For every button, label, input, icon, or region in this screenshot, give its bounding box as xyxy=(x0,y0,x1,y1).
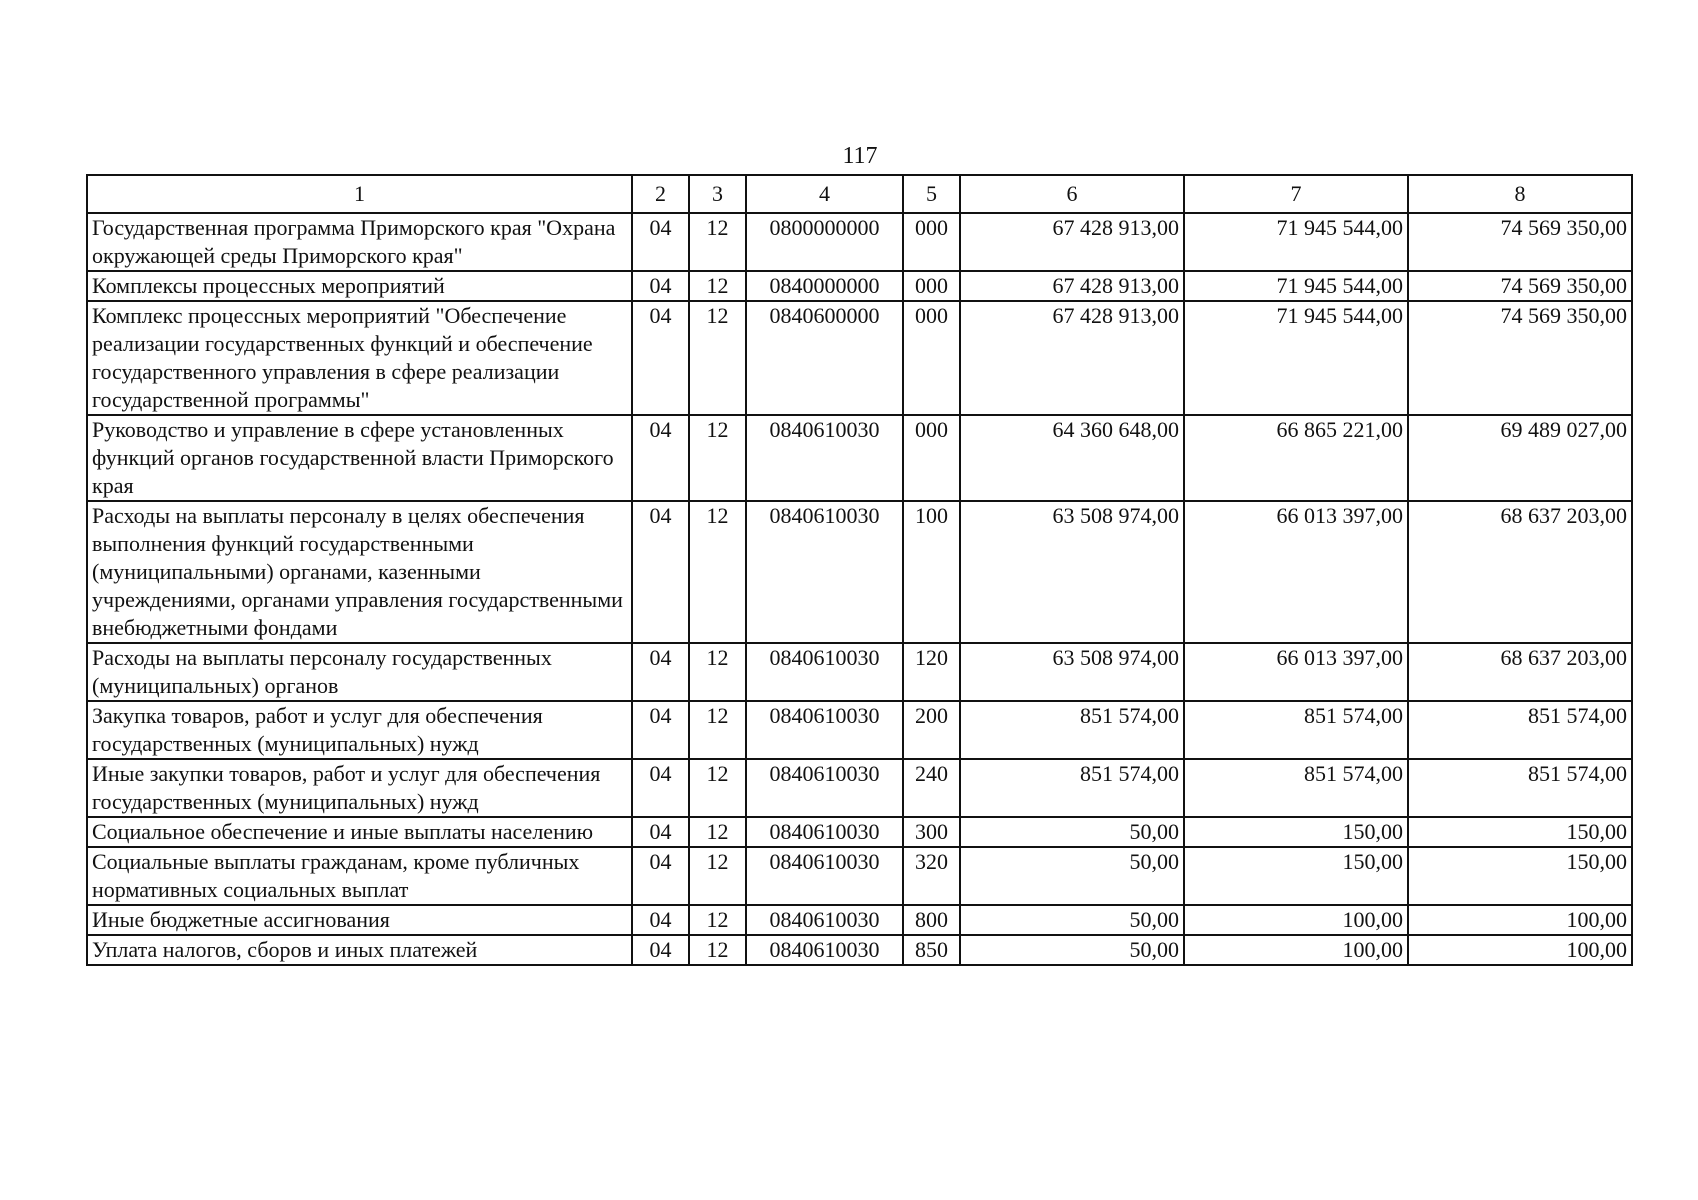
target-article-code: 0840610030 xyxy=(746,501,903,643)
row-name: Иные бюджетные ассигнования xyxy=(87,905,632,935)
page-number: 117 xyxy=(842,143,878,169)
table-row xyxy=(87,213,1632,271)
section-code: 04 xyxy=(632,415,689,501)
subsection-code: 12 xyxy=(689,759,746,817)
row-name: Руководство и управление в сфере установленных функций органов государственной власти Приморского края xyxy=(87,415,632,501)
subsection-code: 12 xyxy=(689,501,746,643)
amount-col6: 67 428 913,00 xyxy=(960,301,1184,415)
target-article-code: 0840610030 xyxy=(746,935,903,965)
subsection-code: 12 xyxy=(689,271,746,301)
column-header: 8 xyxy=(1408,175,1632,213)
expense-type-code: 200 xyxy=(903,701,960,759)
table-row xyxy=(87,759,1632,817)
expense-type-code: 850 xyxy=(903,935,960,965)
table-row xyxy=(87,501,1632,643)
target-article-code: 0840610030 xyxy=(746,415,903,501)
amount-col8: 100,00 xyxy=(1408,905,1632,935)
row-name: Государственная программа Приморского края "Охрана окружающей среды Приморского края" xyxy=(87,213,632,271)
amount-col7: 66 013 397,00 xyxy=(1184,501,1408,643)
column-header: 3 xyxy=(689,175,746,213)
subsection-code: 12 xyxy=(689,701,746,759)
section-code: 04 xyxy=(632,213,689,271)
section-code: 04 xyxy=(632,501,689,643)
amount-col7: 150,00 xyxy=(1184,817,1408,847)
amount-col6: 50,00 xyxy=(960,847,1184,905)
section-code: 04 xyxy=(632,905,689,935)
section-code: 04 xyxy=(632,701,689,759)
subsection-code: 12 xyxy=(689,905,746,935)
subsection-code: 12 xyxy=(689,301,746,415)
amount-col7: 71 945 544,00 xyxy=(1184,213,1408,271)
subsection-code: 12 xyxy=(689,213,746,271)
column-header: 7 xyxy=(1184,175,1408,213)
amount-col7: 851 574,00 xyxy=(1184,759,1408,817)
row-name: Комплексы процессных мероприятий xyxy=(87,271,632,301)
row-name: Закупка товаров, работ и услуг для обеспечения государственных (муниципальных) нужд xyxy=(87,701,632,759)
column-header: 5 xyxy=(903,175,960,213)
column-header: 6 xyxy=(960,175,1184,213)
budget-table xyxy=(86,174,1633,966)
target-article-code: 0840600000 xyxy=(746,301,903,415)
column-header: 1 xyxy=(87,175,632,213)
target-article-code: 0840610030 xyxy=(746,759,903,817)
section-code: 04 xyxy=(632,301,689,415)
target-article-code: 0840610030 xyxy=(746,701,903,759)
amount-col6: 50,00 xyxy=(960,905,1184,935)
amount-col7: 71 945 544,00 xyxy=(1184,271,1408,301)
subsection-code: 12 xyxy=(689,415,746,501)
table-row xyxy=(87,905,1632,935)
target-article-code: 0800000000 xyxy=(746,213,903,271)
amount-col6: 64 360 648,00 xyxy=(960,415,1184,501)
amount-col8: 69 489 027,00 xyxy=(1408,415,1632,501)
table-row xyxy=(87,847,1632,905)
section-code: 04 xyxy=(632,935,689,965)
amount-col7: 100,00 xyxy=(1184,935,1408,965)
row-name: Расходы на выплаты персоналу в целях обеспечения выполнения функций государственными (муниципальными) органами, казенными учреждениями, органами управления государственными внебюджетными фондами xyxy=(87,501,632,643)
table-row xyxy=(87,701,1632,759)
section-code: 04 xyxy=(632,643,689,701)
amount-col8: 74 569 350,00 xyxy=(1408,271,1632,301)
expense-type-code: 120 xyxy=(903,643,960,701)
amount-col8: 68 637 203,00 xyxy=(1408,501,1632,643)
section-code: 04 xyxy=(632,759,689,817)
expense-type-code: 100 xyxy=(903,501,960,643)
expense-type-code: 000 xyxy=(903,213,960,271)
table-row xyxy=(87,643,1632,701)
subsection-code: 12 xyxy=(689,643,746,701)
column-header: 4 xyxy=(746,175,903,213)
amount-col6: 67 428 913,00 xyxy=(960,213,1184,271)
expense-type-code: 300 xyxy=(903,817,960,847)
table-row xyxy=(87,935,1632,965)
target-article-code: 0840610030 xyxy=(746,905,903,935)
table-row xyxy=(87,415,1632,501)
target-article-code: 0840610030 xyxy=(746,817,903,847)
amount-col7: 150,00 xyxy=(1184,847,1408,905)
subsection-code: 12 xyxy=(689,817,746,847)
subsection-code: 12 xyxy=(689,935,746,965)
row-name: Иные закупки товаров, работ и услуг для обеспечения государственных (муниципальных) нужд xyxy=(87,759,632,817)
amount-col8: 74 569 350,00 xyxy=(1408,301,1632,415)
amount-col6: 67 428 913,00 xyxy=(960,271,1184,301)
expense-type-code: 000 xyxy=(903,415,960,501)
column-header: 2 xyxy=(632,175,689,213)
target-article-code: 0840610030 xyxy=(746,643,903,701)
header-row xyxy=(87,175,1632,213)
amount-col7: 66 865 221,00 xyxy=(1184,415,1408,501)
row-name: Социальное обеспечение и иные выплаты населению xyxy=(87,817,632,847)
amount-col6: 50,00 xyxy=(960,817,1184,847)
amount-col6: 63 508 974,00 xyxy=(960,643,1184,701)
row-name: Комплекс процессных мероприятий "Обеспечение реализации государственных функций и обеспечение государственного управления в сфере реализации государственной программы" xyxy=(87,301,632,415)
expense-type-code: 000 xyxy=(903,271,960,301)
row-name: Уплата налогов, сборов и иных платежей xyxy=(87,935,632,965)
amount-col6: 851 574,00 xyxy=(960,701,1184,759)
amount-col8: 851 574,00 xyxy=(1408,701,1632,759)
expense-type-code: 240 xyxy=(903,759,960,817)
amount-col8: 150,00 xyxy=(1408,847,1632,905)
amount-col8: 851 574,00 xyxy=(1408,759,1632,817)
section-code: 04 xyxy=(632,271,689,301)
amount-col7: 851 574,00 xyxy=(1184,701,1408,759)
amount-col6: 851 574,00 xyxy=(960,759,1184,817)
amount-col7: 100,00 xyxy=(1184,905,1408,935)
expense-type-code: 320 xyxy=(903,847,960,905)
target-article-code: 0840000000 xyxy=(746,271,903,301)
row-name: Расходы на выплаты персоналу государственных (муниципальных) органов xyxy=(87,643,632,701)
subsection-code: 12 xyxy=(689,847,746,905)
amount-col8: 150,00 xyxy=(1408,817,1632,847)
section-code: 04 xyxy=(632,817,689,847)
row-name: Социальные выплаты гражданам, кроме публичных нормативных социальных выплат xyxy=(87,847,632,905)
section-code: 04 xyxy=(632,847,689,905)
table-row xyxy=(87,817,1632,847)
amount-col8: 68 637 203,00 xyxy=(1408,643,1632,701)
amount-col7: 66 013 397,00 xyxy=(1184,643,1408,701)
expense-type-code: 800 xyxy=(903,905,960,935)
table-row xyxy=(87,271,1632,301)
amount-col8: 100,00 xyxy=(1408,935,1632,965)
amount-col8: 74 569 350,00 xyxy=(1408,213,1632,271)
table-row xyxy=(87,301,1632,415)
amount-col7: 71 945 544,00 xyxy=(1184,301,1408,415)
target-article-code: 0840610030 xyxy=(746,847,903,905)
amount-col6: 50,00 xyxy=(960,935,1184,965)
amount-col6: 63 508 974,00 xyxy=(960,501,1184,643)
expense-type-code: 000 xyxy=(903,301,960,415)
